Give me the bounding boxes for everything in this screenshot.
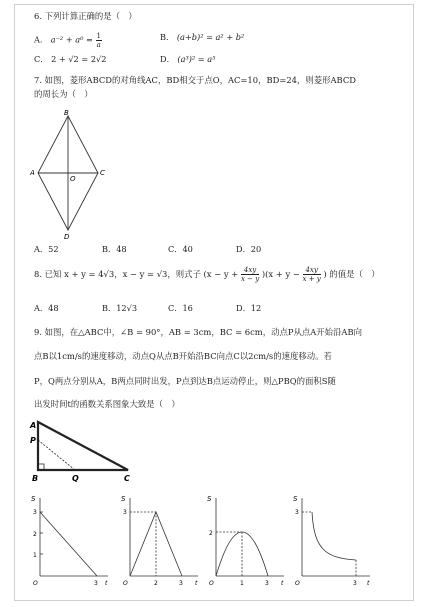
triangle-abc bbox=[38, 422, 128, 470]
q8-c-value: 16 bbox=[182, 303, 193, 313]
graph-d-s-label: S bbox=[293, 495, 298, 503]
q6-stem: 6. 下列计算正确的是（ ） bbox=[34, 11, 137, 21]
graph-d-origin: O bbox=[295, 580, 300, 587]
graph-d-t-label: t bbox=[367, 580, 370, 587]
q7-b-label: B． bbox=[102, 244, 117, 254]
q6-a-denominator: a bbox=[96, 41, 101, 49]
graph-d-curve bbox=[312, 512, 356, 560]
q8-a-label: A． bbox=[34, 303, 49, 313]
graph-d-x-tick-3: 3 bbox=[353, 580, 357, 587]
q9-stem-line1: 9. 如图，在△ABC中，∠B = 90°，AB = 3cm，BC = 6cm，动点P从点A开始沿AB向 bbox=[34, 327, 363, 337]
q6-option-b[interactable] bbox=[160, 32, 244, 43]
q6-option-a[interactable] bbox=[34, 32, 102, 49]
label-o: O bbox=[70, 175, 76, 183]
q6-option-d-expr: (a³)² = a⁵ bbox=[177, 54, 216, 64]
q6-option-b-label: B． bbox=[160, 32, 175, 42]
q8-frac2-num: 4xy bbox=[303, 266, 321, 275]
graph-c-t-label: t bbox=[281, 580, 284, 587]
graph-b-s-label: S bbox=[121, 495, 126, 503]
q8-frac1-den: x − y bbox=[240, 275, 260, 283]
q7-option-a[interactable] bbox=[34, 244, 59, 255]
q7-option-b[interactable] bbox=[102, 244, 127, 255]
graph-b-origin: O bbox=[123, 580, 128, 587]
graph-c[interactable] bbox=[204, 492, 288, 588]
q8-frac2-den: x + y bbox=[302, 275, 321, 283]
q9-stem-line3: P，Q两点分别从A，B两点同时出发，P点到达B点运动停止，则△PBQ的面积S随 bbox=[34, 376, 336, 386]
q7-stem-line1: 7. 如图，菱形ABCD的对角线AC，BD相交于点O，AC=10，BD=24，则菱形ABCD bbox=[34, 75, 356, 85]
graph-b-x-tick-2: 2 bbox=[154, 580, 158, 587]
q7-stem-line2: 的周长为（ ） bbox=[34, 89, 93, 99]
q8-frac1-num: 4xy bbox=[241, 266, 259, 275]
q7-d-label: D． bbox=[236, 244, 251, 254]
q6-option-a-label: A． bbox=[34, 34, 49, 45]
q8-stem-left: 8. 已知 x + y = 4√3，x − y = √3，则式子 (x − y + bbox=[34, 269, 239, 279]
label-d: D bbox=[64, 233, 70, 240]
graph-c-y-tick-2: 2 bbox=[209, 530, 213, 537]
q7-c-value: 40 bbox=[182, 244, 193, 254]
q8-fraction-2 bbox=[303, 266, 321, 283]
graph-b-x-tick-3: 3 bbox=[179, 580, 183, 587]
q8-b-value: 12√3 bbox=[116, 303, 138, 313]
q6-option-d-label: D． bbox=[160, 54, 175, 64]
q8-d-value: 12 bbox=[250, 303, 262, 313]
graph-d[interactable] bbox=[290, 492, 374, 588]
q6-option-b-expr: (a+b)² = a² + b² bbox=[176, 32, 245, 42]
graph-d-y-tick-3: 3 bbox=[295, 509, 299, 516]
graph-a-t-label: t bbox=[105, 580, 108, 587]
q8-option-c[interactable] bbox=[168, 303, 193, 314]
q8-stem-mid: )(x + y − bbox=[261, 269, 300, 279]
q7-a-label: A． bbox=[34, 244, 49, 254]
q7-b-value: 48 bbox=[116, 244, 127, 254]
graph-a[interactable] bbox=[28, 492, 112, 588]
label-a: A bbox=[30, 421, 37, 430]
q7-option-c[interactable] bbox=[168, 244, 193, 255]
q6-option-c-label: C． bbox=[34, 54, 49, 64]
q8-a-value: 48 bbox=[48, 303, 59, 313]
q7-a-value: 52 bbox=[48, 244, 59, 254]
graph-b-t-label: t bbox=[195, 580, 198, 587]
label-p: P bbox=[30, 436, 36, 445]
graph-b-y-tick-3: 3 bbox=[123, 509, 127, 516]
q7-option-d[interactable] bbox=[236, 244, 261, 255]
q6-option-c[interactable] bbox=[34, 54, 106, 65]
graph-c-x-tick-3: 3 bbox=[265, 580, 269, 587]
q9-stem-line2: 点B以1cm/s的速度移动，动点Q从点B开始沿BC向点C以2cm/s的速度移动。若 bbox=[34, 351, 332, 361]
q6-a-numerator: 1 bbox=[96, 32, 101, 40]
q8-stem-right: ) 的值是（ ） bbox=[323, 269, 380, 279]
graph-a-y-tick-1: 1 bbox=[33, 552, 37, 559]
graph-a-curve bbox=[40, 512, 97, 576]
graph-c-origin: O bbox=[209, 580, 214, 587]
label-b: B bbox=[32, 474, 39, 483]
q6-option-d[interactable] bbox=[160, 54, 215, 65]
graph-a-y-tick-3: 3 bbox=[33, 509, 37, 516]
q8-option-d[interactable] bbox=[236, 303, 261, 314]
q8-option-a[interactable] bbox=[34, 303, 59, 314]
graph-c-x-tick-1: 1 bbox=[240, 580, 244, 587]
q9-stem-line4: 出发时间t的函数关系图象大致是（ ） bbox=[34, 399, 180, 409]
graph-a-origin: O bbox=[33, 580, 38, 587]
q8-d-label: D． bbox=[236, 303, 251, 313]
graph-b[interactable] bbox=[118, 492, 202, 588]
q6-option-c-expr: 2 + √2 = 2√2 bbox=[51, 54, 107, 64]
q9-triangle-figure bbox=[28, 418, 138, 486]
point-p bbox=[37, 439, 39, 441]
q8-c-label: C． bbox=[168, 303, 183, 313]
q7-d-value: 20 bbox=[250, 244, 262, 254]
graph-a-s-label: S bbox=[31, 495, 36, 503]
segment-pq bbox=[38, 440, 75, 470]
q6-option-a-expr: a⁻² + a⁰ = bbox=[50, 34, 93, 45]
q7-c-label: C． bbox=[168, 244, 183, 254]
graph-a-x-tick-3: 3 bbox=[94, 580, 98, 587]
label-c: C bbox=[100, 169, 105, 177]
q8-b-label: B． bbox=[102, 303, 117, 313]
q8-option-b[interactable] bbox=[102, 303, 137, 314]
label-b: B bbox=[64, 109, 69, 117]
graph-c-s-label: S bbox=[207, 495, 212, 503]
label-c: C bbox=[124, 474, 130, 483]
graph-a-y-tick-2: 2 bbox=[33, 531, 37, 538]
label-q: Q bbox=[72, 474, 79, 483]
q7-rhombus-figure bbox=[28, 108, 112, 240]
q6-option-a-fraction bbox=[96, 32, 102, 49]
q8-fraction-1 bbox=[241, 266, 259, 283]
q8-stem bbox=[34, 266, 380, 283]
label-a: A bbox=[30, 169, 35, 177]
